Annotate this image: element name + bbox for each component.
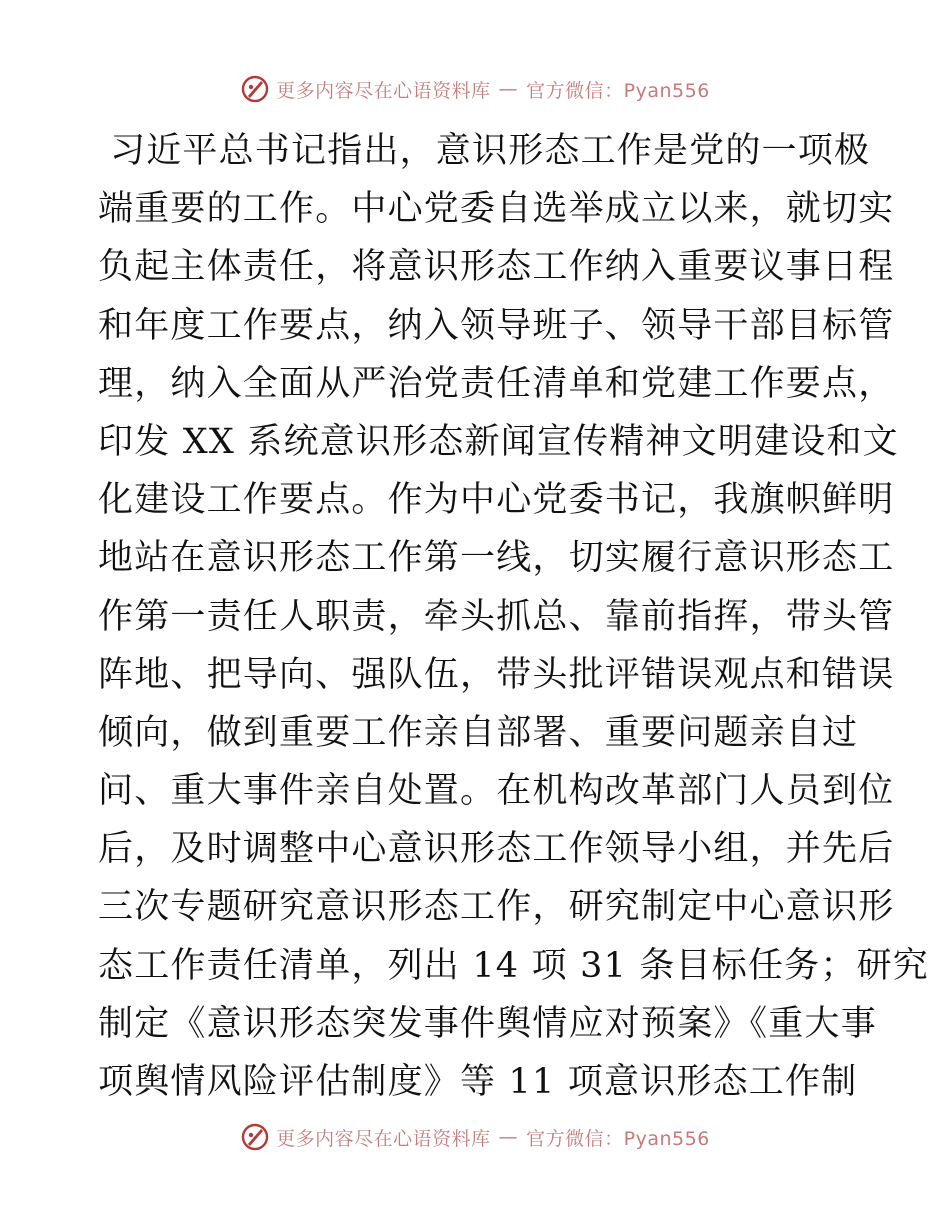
text-line: 端重要的工作。中心党委自选举成立以来，就切实 xyxy=(98,189,895,230)
watermark-contact-text: 官方微信：Pyan556 xyxy=(526,79,710,102)
watermark-dash: — xyxy=(498,78,519,100)
text-line: 项舆情风险评估制度》等 11 项意识形态工作制 xyxy=(98,1062,858,1102)
watermark-contact-text: 官方微信：Pyan556 xyxy=(526,1127,710,1150)
text-line: 理，纳入全面从严治党责任清单和党建工作要点， xyxy=(98,363,895,404)
text-line: 后，及时调整中心意识形态工作领导小组，并先后 xyxy=(98,829,895,870)
text-line: 阵地、把导向、强队伍，带头批评错误观点和错误 xyxy=(98,654,895,695)
text-line: 态工作责任清单，列出 14 项 31 条目标任务；研究 xyxy=(98,945,929,986)
text-line: 制定《意识形态突发事件舆情应对预案》《重大事 xyxy=(98,1003,877,1044)
quill-logo-icon xyxy=(240,74,270,104)
quill-logo-icon xyxy=(240,1122,270,1152)
text-line: 地站在意识形态工作第一线，切实履行意识形态工 xyxy=(98,538,895,579)
watermark-source-text: 更多内容尽在心语资料库 xyxy=(276,1127,491,1150)
text-line: 化建设工作要点。作为中心党委书记，我旗帜鲜明 xyxy=(98,480,895,521)
watermark-source-text: 更多内容尽在心语资料库 xyxy=(276,79,491,102)
text-line: 倾向，做到重要工作亲自部署、重要问题亲自过 xyxy=(98,712,859,753)
watermark-dash: — xyxy=(498,1126,519,1148)
footer-watermark xyxy=(0,1122,950,1152)
text-line: 负起主体责任，将意识形态工作纳入重要议事日程 xyxy=(98,247,895,288)
text-line: 和年度工作要点，纳入领导班子、领导干部目标管 xyxy=(98,305,895,346)
document-body xyxy=(98,122,929,1111)
header-watermark xyxy=(0,74,950,104)
text-line: 习近平总书记指出，意识形态工作是党的一项极 xyxy=(110,131,871,171)
text-line: 印发 XX 系统意识形态新闻宣传精神文明建设和文 xyxy=(98,421,899,462)
text-line: 问、重大事件亲自处置。在机构改革部门人员到位 xyxy=(98,771,895,812)
text-line: 三次专题研究意识形态工作，研究制定中心意识形 xyxy=(98,887,895,928)
text-line: 作第一责任人职责，牵头抓总、靠前指挥，带头管 xyxy=(98,596,895,637)
